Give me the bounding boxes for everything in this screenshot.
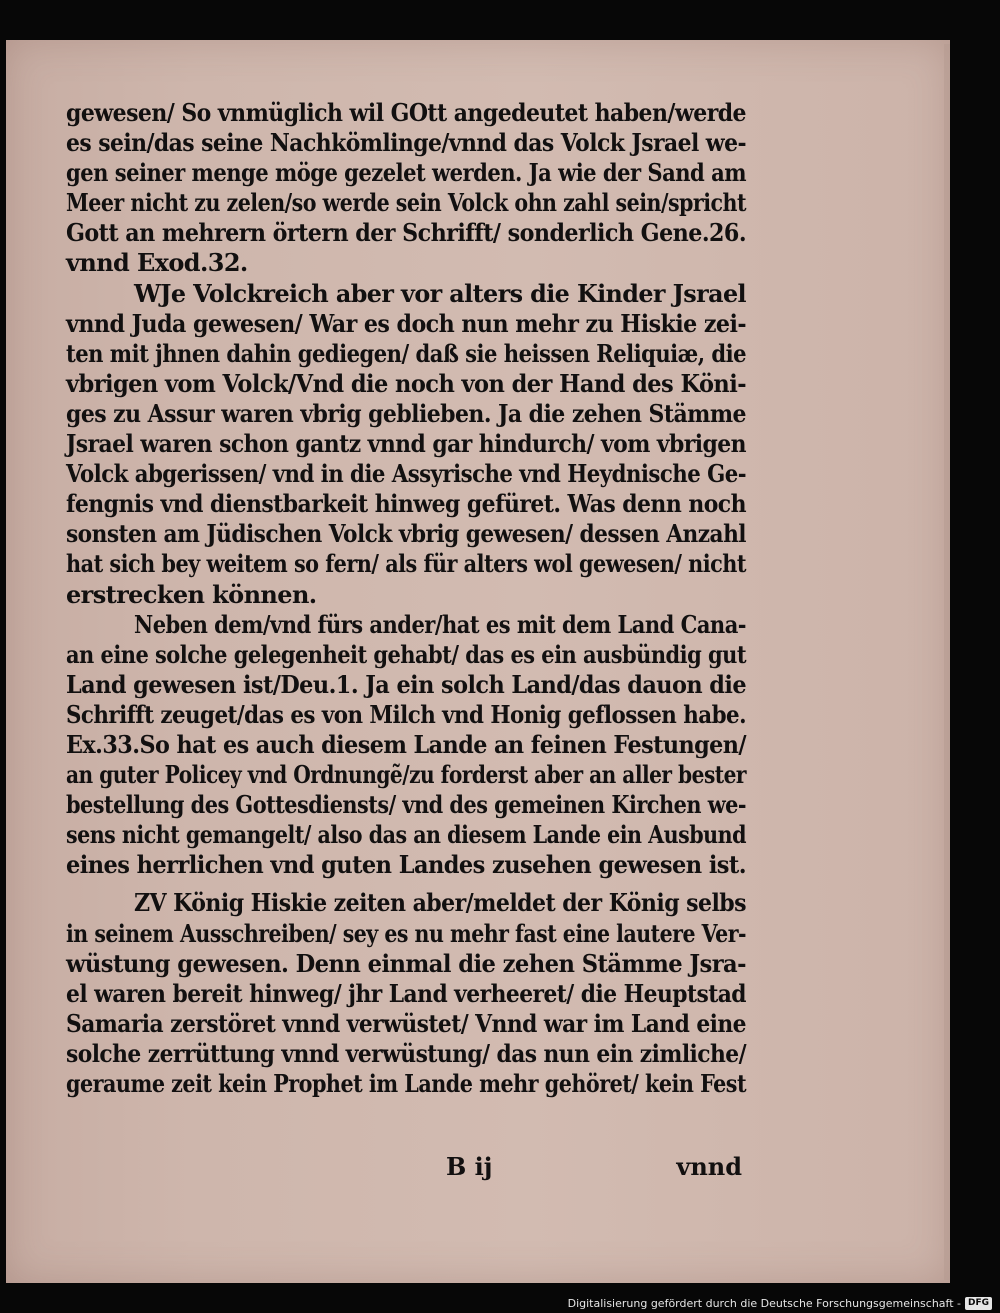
page-text bbox=[66, 98, 746, 1099]
text-line: hat sich bey weitem so fern/ als für alters wol gewesen/ nicht bbox=[66, 549, 746, 579]
text-line: an eine solche gelegenheit gehabt/ das es ein ausbündig gut bbox=[66, 639, 746, 669]
text-line: gen seiner menge möge gezelet werden. Ja wie der Sand am bbox=[66, 158, 746, 188]
text-line: ten mit jhnen dahin gediegen/ daß sie heissen Reliquiæ, die bbox=[66, 338, 746, 368]
text-line: vbrigen vom Volck/Vnd die noch von der Hand des Köni- bbox=[66, 368, 746, 398]
paragraph-start-line: ZV König Hiskie zeiten aber/meldet der König selbs bbox=[134, 888, 746, 918]
text-line: sens nicht gemangelt/ also das an diesem Lande ein Ausbund bbox=[66, 820, 746, 850]
digitization-credit bbox=[568, 1297, 992, 1310]
text-line: wüstung gewesen. Denn einmal die zehen Stämme Jsra- bbox=[66, 948, 746, 978]
catchline bbox=[66, 1152, 746, 1182]
text-line: Jsrael waren schon gantz vnnd gar hindurch/ vom vbrigen bbox=[66, 429, 746, 459]
paragraph-start-line: Neben dem/vnd fürs ander/hat es mit dem Land Cana- bbox=[134, 609, 746, 639]
text-line: Ex.33.So hat es auch diesem Lande an feinen Festungen/ bbox=[66, 729, 746, 759]
text-line: an guter Policey vnd Ordnungẽ/zu forderst aber an aller bester bbox=[66, 760, 746, 790]
text-line: in seinem Ausschreiben/ sey es nu mehr fast eine lautere Ver- bbox=[66, 918, 746, 948]
text-line: ges zu Assur waren vbrig geblieben. Ja die zehen Stämme bbox=[66, 398, 746, 428]
dfg-logo: DFG bbox=[965, 1297, 992, 1310]
text-line: vnnd Juda gewesen/ War es doch nun mehr zu Hiskie zei- bbox=[66, 308, 746, 338]
paragraph-start-line: WJe Volckreich aber vor alters die Kinder Jsrael bbox=[134, 278, 746, 308]
text-line: solche zerrüttung vnnd verwüstung/ das nun ein zimliche/ bbox=[66, 1038, 746, 1068]
text-line: fengnis vnd dienstbarkeit hinweg gefüret. Was denn noch bbox=[66, 489, 746, 519]
text-line: Samaria zerstöret vnnd verwüstet/ Vnnd war im Land eine bbox=[66, 1008, 746, 1038]
text-line: bestellung des Gottesdiensts/ vnd des gemeinen Kirchen we- bbox=[66, 790, 746, 820]
text-line: Schrifft zeuget/das es von Milch vnd Honig geflossen habe. bbox=[66, 699, 746, 729]
paragraph-gap bbox=[66, 880, 746, 888]
text-line: Volck abgerissen/ vnd in die Assyrische vnd Heydnische Ge- bbox=[66, 459, 746, 489]
text-line: eines herrlichen vnd guten Landes zusehen gewesen ist. bbox=[66, 850, 746, 880]
text-line: Gott an mehrern örtern der Schrifft/ sonderlich Gene.26. bbox=[66, 218, 746, 248]
signature-mark: B ij bbox=[446, 1152, 493, 1181]
text-line: el waren bereit hinweg/ jhr Land verheeret/ die Heuptstad bbox=[66, 978, 746, 1008]
page-edge bbox=[944, 44, 950, 1280]
text-line: erstrecken können. bbox=[66, 579, 317, 609]
text-line: es sein/das seine Nachkömlinge/vnnd das Volck Jsrael we- bbox=[66, 128, 746, 158]
text-line: vnnd Exod.32. bbox=[66, 248, 248, 278]
text-line: Meer nicht zu zelen/so werde sein Volck ohn zahl sein/spricht bbox=[66, 188, 746, 218]
text-line: Land gewesen ist/Deu.1. Ja ein solch Land/das dauon die bbox=[66, 669, 746, 699]
text-line: gewesen/ So vnmüglich wil GOtt angedeutet haben/werde bbox=[66, 98, 746, 127]
text-line: sonsten am Jüdischen Volck vbrig gewesen/ dessen Anzahl bbox=[66, 519, 746, 549]
credit-text: Digitalisierung gefördert durch die Deutsche Forschungsgemeinschaft - bbox=[567, 1297, 961, 1310]
text-line: geraume zeit kein Prophet im Lande mehr gehöret/ kein Fest bbox=[66, 1069, 746, 1098]
catchword: vnnd bbox=[676, 1152, 742, 1181]
